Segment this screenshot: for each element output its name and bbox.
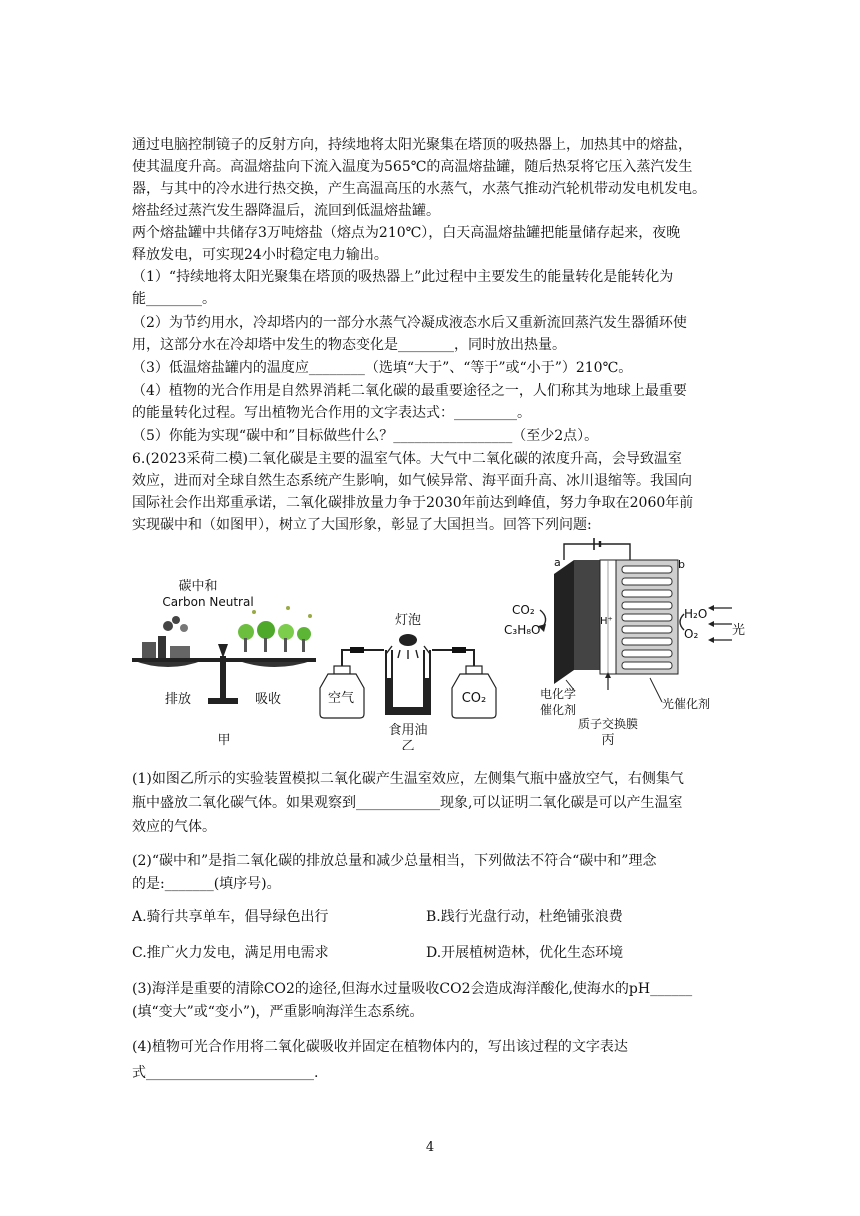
bing-caption: 丙 [601, 733, 615, 748]
bulb-label: 灯泡 [394, 613, 422, 628]
option-b: B.践行光盘行动，杜绝铺张浪费 [426, 909, 623, 925]
photocatalyst-label: 光催化剂 [662, 697, 711, 711]
passage-line: 使其温度升高。高温熔盐向下流入温度为565℃的高温熔盐罐，随后热泵将它压入蒸汽发生 [132, 159, 693, 175]
right-bottle-label: CO₂ [461, 691, 487, 706]
option-c: C.推广火力发电，满足用电需求 [132, 945, 329, 961]
passage-line: 器，与其中的冷水进行热交换，产生高温高压的水蒸气，水蒸气推动汽轮机带动发电机发电。 [132, 181, 706, 197]
experiment-figure [128, 538, 748, 750]
o2-label: O₂ [684, 627, 699, 641]
jia-title-cn: 碳中和 [178, 579, 218, 594]
question-line: （1）“持续地将太阳光聚集在塔顶的吸热器上”此过程中主要发生的能量转化是能转化为 [132, 269, 674, 285]
passage-line: 释放发电，可实现24小时稳定电力输出。 [132, 247, 388, 263]
question-line: (2)“碳中和”是指二氧化碳的排放总量和减少总量相当，下列做法不符合“碳中和”理念 [132, 853, 657, 869]
c3h8o-label: C₃H₈O [504, 623, 541, 637]
question-line: （4）植物的光合作用是自然界消耗二氧化碳的最重要途径之一，人们称其为地球上最重要 [132, 383, 687, 399]
membrane-label: 质子交换膜 [577, 717, 639, 731]
question-line: 用，这部分水在冷却塔中发生的物态变化是________，同时放出热量。 [132, 337, 566, 353]
question-5-3: （3）低温熔盐罐内的温度应________（选填“大于”、“等于”或“小于”）210℃。 [132, 360, 633, 376]
trees-icon [238, 606, 312, 652]
question-line: (填“变大”或“变小”)，严重影响海洋生态系统。 [132, 1004, 424, 1020]
question-line: 效应的气体。 [132, 819, 216, 835]
passage-line: 两个熔盐罐中共储存3万吨熔盐（熔点为210℃），白天高温熔盐罐把能量储存起来，夜晚 [132, 225, 681, 241]
h-plus-label: H⁺ [600, 616, 613, 627]
question-line: 国际社会作出郑重承诺，二氧化碳排放量力争于2030年前达到峰值，努力争取在2060年前 [132, 495, 694, 511]
catalyst-left-label: 电化学 [540, 687, 577, 701]
question-line: 瓶中盛放二氧化碳气体。如果观察到____________现象,可以证明二氧化碳是可以产生温室 [132, 795, 683, 811]
figure-yi [320, 613, 496, 750]
co2-label: CO₂ [512, 603, 535, 617]
factory-icon [142, 616, 190, 660]
option-d: D.开展植树造林，优化生态环境 [426, 945, 624, 961]
question-line: 能________。 [132, 291, 216, 307]
page-number: 4 [425, 1140, 435, 1155]
catalyst-left-label-2: 催化剂 [540, 703, 577, 717]
jia-left-label: 排放 [164, 692, 192, 707]
jia-title-en: Carbon Neutral [162, 595, 254, 609]
question-5-5: （5）你能为实现“碳中和”目标做些什么？_________________（至少2点）。 [132, 428, 599, 444]
passage-line: 熔盐经过蒸汽发生器降温后，流回到低温熔盐罐。 [132, 203, 440, 219]
figure-bing [504, 538, 745, 748]
option-a: A.骑行共享单车，倡导绿色出行 [132, 909, 329, 925]
question-line: 的是:_______(填序号)。 [132, 876, 281, 892]
question-line: （2）为节约用水，冷却塔内的一部分水蒸气冷凝成液态水后又重新流回蒸汽发生器循环使 [132, 315, 687, 331]
h2o-label: H₂O [684, 607, 708, 621]
oil-label: 食用油 [388, 723, 428, 738]
question-line: 实现碳中和（如图甲），树立了大国形象，彰显了大国担当。回答下列问题: [132, 517, 592, 533]
label-a: a [554, 556, 561, 569]
jia-caption: 甲 [217, 733, 231, 748]
question-line: (1)如图乙所示的实验装置模拟二氧化碳产生温室效应，左侧集气瓶中盛放空气，右侧集气 [132, 771, 684, 787]
passage-line: 通过电脑控制镜子的反射方向，持续地将太阳光聚集在塔顶的吸热器上，加热其中的熔盐， [132, 137, 692, 153]
figure-jia [132, 578, 316, 748]
photocatalyst-tubes [616, 560, 678, 674]
light-label: 光 [732, 623, 746, 638]
scale-post [220, 656, 226, 700]
question-line: 效应，进而对全球自然生态系统产生影响，如气候异常、海平面升高、冰川退缩等。我国向 [132, 473, 692, 489]
question-line: 式________________________. [132, 1065, 319, 1081]
question-line: 的能量转化过程。写出植物光合作用的文字表达式：_________。 [132, 405, 531, 421]
left-bottle-label: 空气 [327, 691, 355, 706]
electrochemical-electrode [554, 560, 574, 684]
question-line: (4)植物可光合作用将二氧化碳吸收并固定在植物体内的，写出该过程的文字表达 [132, 1039, 628, 1055]
yi-caption: 乙 [401, 739, 415, 750]
jia-right-label: 吸收 [254, 692, 282, 707]
question-line: (3)海洋是重要的清除CO2的途径,但海水过量吸收CO2会造成海洋酸化,使海水的pH______ [132, 981, 693, 997]
question-line: 6.(2023采荷二模)二氧化碳是主要的温室气体。大气中二氧化碳的浓度升高，会导致温室 [132, 451, 682, 467]
label-b: b [678, 558, 685, 571]
